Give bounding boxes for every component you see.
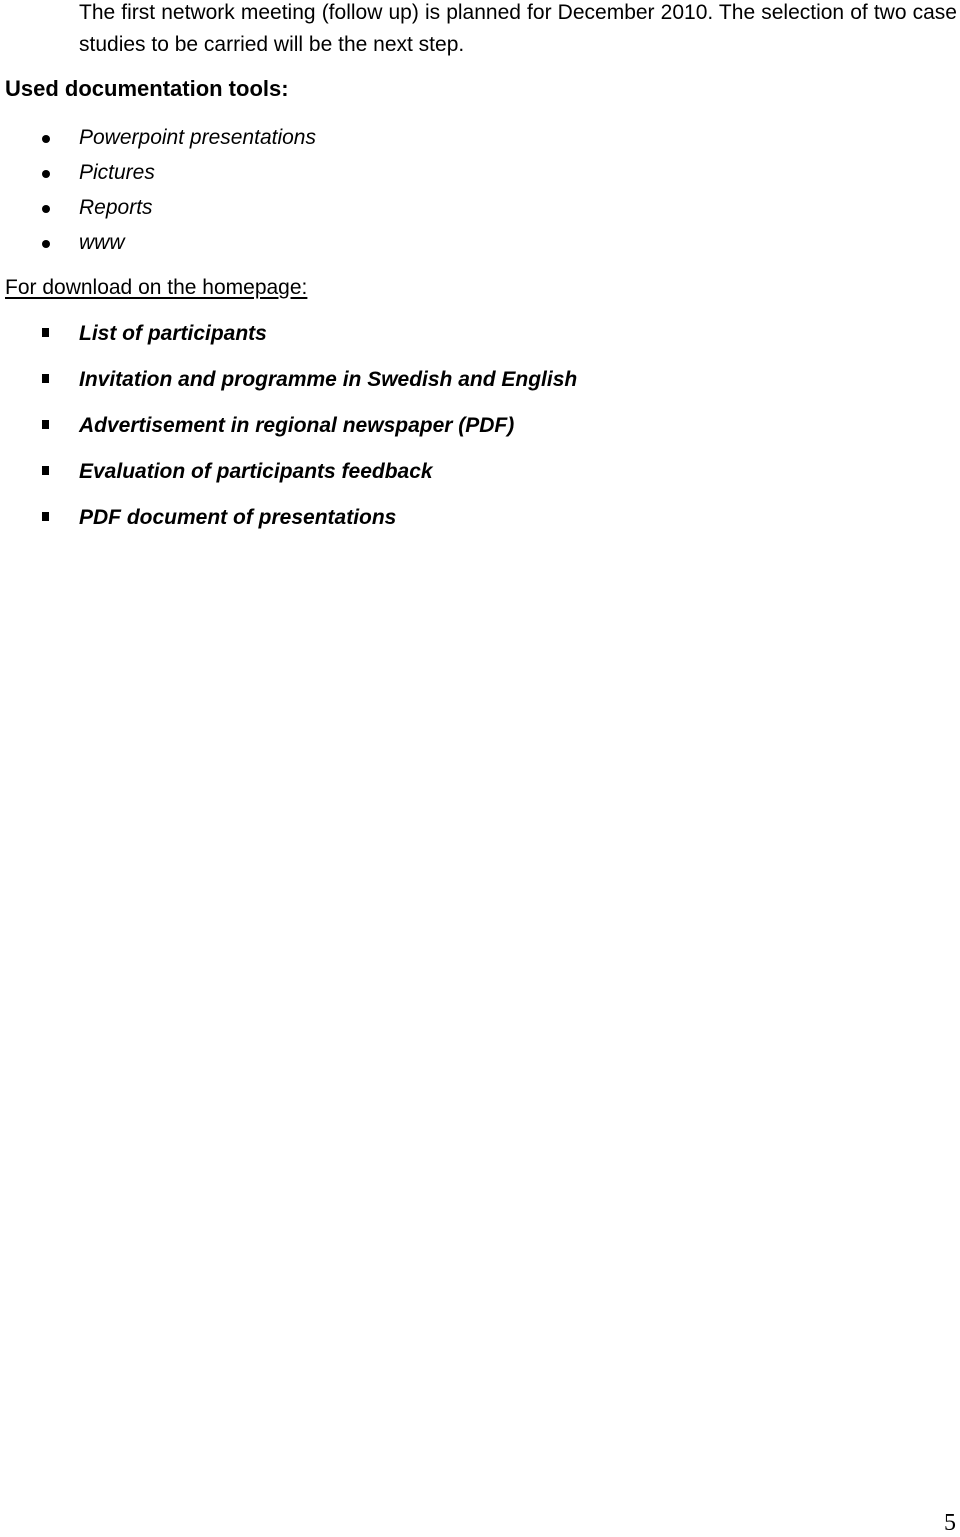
download-item-text: PDF document of presentations bbox=[79, 506, 397, 529]
square-bullet-icon bbox=[42, 512, 49, 521]
tool-item-text: Pictures bbox=[79, 161, 155, 184]
page-number: 5 bbox=[944, 1510, 956, 1536]
square-bullet-icon bbox=[42, 328, 49, 337]
round-bullet-icon bbox=[42, 135, 50, 143]
intro-paragraph: The first network meeting (follow up) is planned for December 2010. The selection of two case studies to be carried will be the next step. bbox=[79, 1, 957, 56]
round-bullet-icon bbox=[42, 170, 50, 178]
square-bullet-icon bbox=[42, 466, 49, 475]
download-item-text: Evaluation of participants feedback bbox=[79, 460, 433, 483]
tool-item-text: Powerpoint presentations bbox=[79, 126, 316, 149]
tool-item-text: Reports bbox=[79, 196, 153, 219]
tools-heading: Used documentation tools: bbox=[5, 76, 289, 101]
download-item-text: List of participants bbox=[79, 322, 267, 345]
download-item-text: Advertisement in regional newspaper (PDF) bbox=[79, 414, 515, 437]
round-bullet-icon bbox=[42, 205, 50, 213]
square-bullet-icon bbox=[42, 374, 49, 383]
download-label: For download on the homepage: bbox=[5, 276, 308, 299]
round-bullet-icon bbox=[42, 240, 50, 248]
download-item-text: Invitation and programme in Swedish and English bbox=[79, 368, 578, 391]
square-bullet-icon bbox=[42, 420, 49, 429]
tool-item-text: www bbox=[79, 231, 125, 254]
